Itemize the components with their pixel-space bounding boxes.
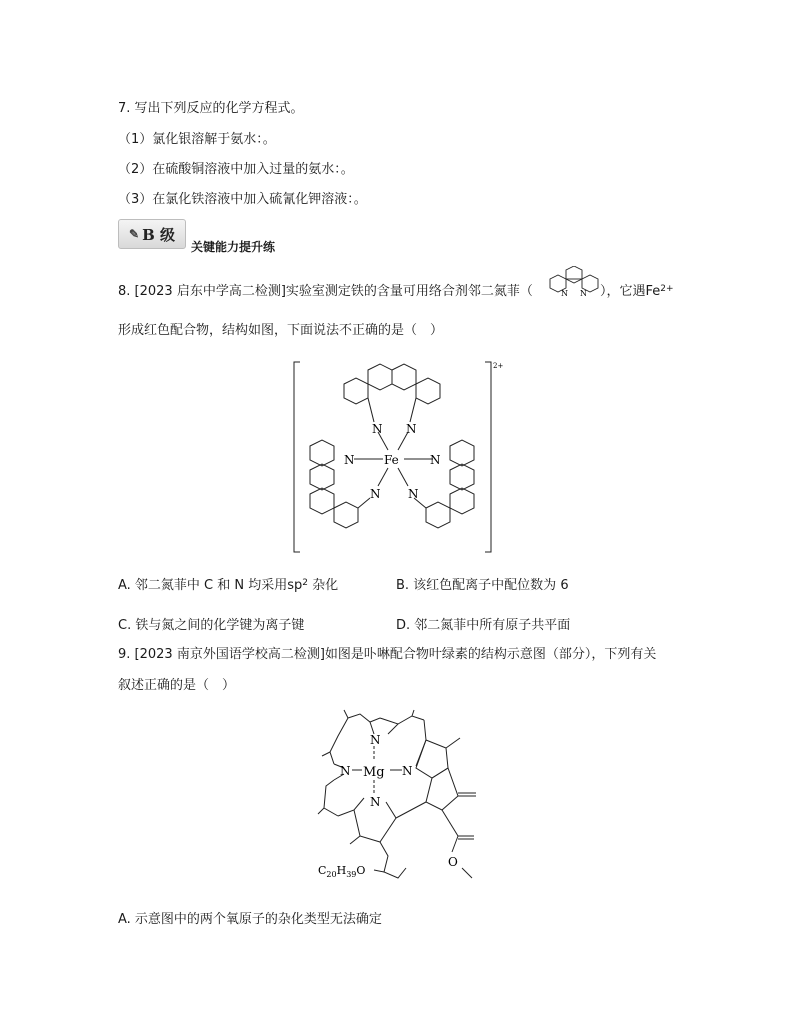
chl-atom-n-bottom: N <box>370 795 381 809</box>
level-badge: ✎ B 级 <box>118 219 186 249</box>
q8-stem-line2: 形成红色配合物，结构如图，下面说法不正确的是（ ） <box>118 323 444 338</box>
pencil-icon: ✎ <box>129 227 140 241</box>
phenanthroline-inline-structure <box>546 266 602 302</box>
q7-item-2: （2）在硫酸铜溶液中加入过量的氨水：。 <box>118 162 354 177</box>
svg-text:N: N <box>580 289 587 298</box>
chl-atom-n-left: N <box>340 764 351 778</box>
q9-option-a: A. 示意图中的两个氧原子的杂化类型无法确定 <box>118 912 382 927</box>
q7-item-3: （3）在氯化铁溶液中加入硫氰化钾溶液：。 <box>118 192 367 207</box>
q8-option-b: B. 该红色配离子中配位数为 6 <box>396 578 569 593</box>
q8-stem-tail: ），它遇$Fe^{2+}$ <box>600 284 674 299</box>
q7-stem: 7. 写出下列反应的化学方程式。 <box>118 101 304 116</box>
svg-text:N: N <box>561 289 568 298</box>
chl-phytyl-label: $C_{20}H_{39}O$ <box>318 864 366 879</box>
chlorophyll-structure-figure <box>308 706 498 896</box>
section-title: 关键能力提升练 <box>191 240 276 254</box>
fe-complex-charge: 2+ <box>493 362 504 370</box>
q9-stem-line1: 9. [2023 南京外国语学校高二检测]如图是卟啉配合物叶绿素的结构示意图（部分），下列有关 <box>118 647 657 662</box>
fe-complex-atom-fe: Fe <box>384 453 399 467</box>
q8-option-a: A. 邻二氮菲中 C 和 N 均采用$sp^2$ 杂化 <box>118 578 339 593</box>
q8-stem-line1: 8. [2023 启东中学高二检测]实验室测定铁的含量可用络合剂邻二氮菲（ <box>118 284 533 299</box>
q7-item-1: （1）氯化银溶解于氨水：。 <box>118 132 276 147</box>
fe-complex-atom-n6: N <box>408 487 419 501</box>
chl-atom-n-top: N <box>370 733 381 747</box>
fe-complex-atom-n2: N <box>406 422 417 436</box>
fe-complex-atom-n3: N <box>344 453 355 467</box>
q9-stem-line2: 叙述正确的是（ ） <box>118 678 236 693</box>
fe-complex-atom-n4: N <box>430 453 441 467</box>
q8-option-d: D. 邻二氮菲中所有原子共平面 <box>396 618 571 633</box>
fe-complex-atom-n1: N <box>372 422 383 436</box>
fe-complex-atom-n5: N <box>370 487 381 501</box>
chl-atom-mg: Mg <box>363 765 385 780</box>
chl-atom-n-right: N <box>402 764 413 778</box>
fe-phenanthroline-complex-figure <box>290 358 505 558</box>
chl-atom-o: O <box>448 855 458 869</box>
q8-option-c: C. 铁与氮之间的化学键为离子键 <box>118 618 305 633</box>
